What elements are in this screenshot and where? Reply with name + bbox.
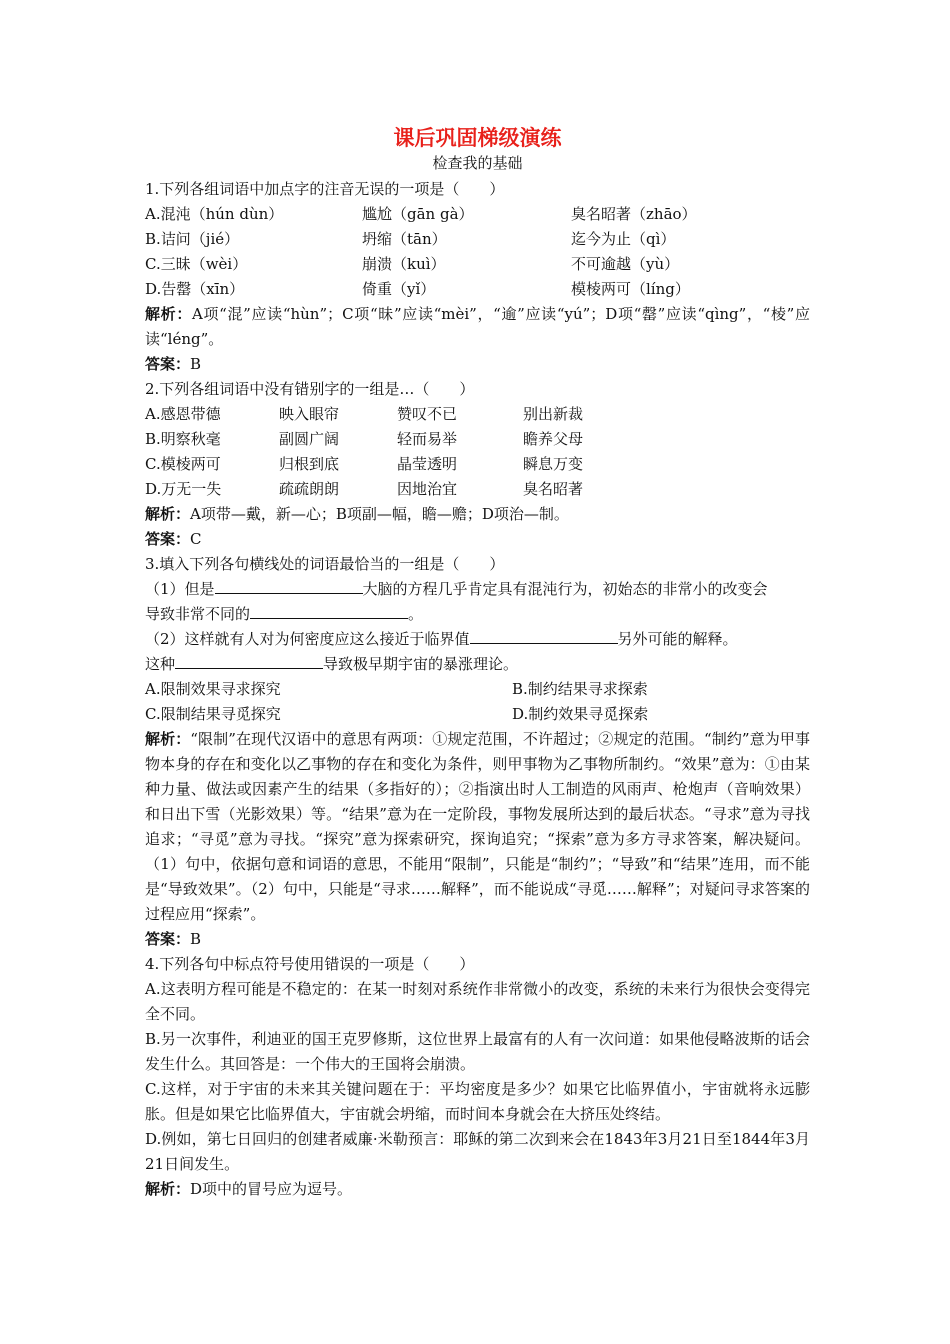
option-cell: B.诘问（jié） xyxy=(145,230,240,248)
analysis xyxy=(145,302,810,352)
question-3 xyxy=(145,552,810,952)
answer-value: B xyxy=(190,355,202,373)
fill-blank xyxy=(215,578,363,594)
answer xyxy=(145,927,810,952)
option-cell: 不可逾越（yù） xyxy=(571,255,680,273)
option-cell: A.混沌（hún dùn） xyxy=(145,205,284,223)
question-stem: 2.下列各组词语中没有错别字的一组是…（ ） xyxy=(145,380,475,398)
question-1 xyxy=(145,177,810,377)
option-cell: C.模棱两可 xyxy=(145,455,221,473)
option-cell: 坍缩（tān） xyxy=(362,230,447,248)
analysis xyxy=(145,727,810,927)
option-row xyxy=(145,477,810,502)
analysis-text: A项“混”应读“hùn”；C项“昧”应读“mèi”，“逾”应读“yú”；D项“罄”应读“qìng”，“棱”应读“léng”。 xyxy=(145,305,810,348)
page-title: 课后巩固梯级演练 xyxy=(393,125,562,150)
option-cell: 轻而易举 xyxy=(397,430,458,448)
sentence-1-line-2: 导致非常不同的 。 xyxy=(145,605,424,623)
option-a: A.限制效果寻求探究 xyxy=(145,680,281,698)
option-c: C.这样，对于宇宙的未来其关键问题在于：平均密度是多少？如果它比临界值小，宇宙就将永远膨胀。但是如果它比临界值大，宇宙就会坍缩，而时间本身就会在大挤压处终结。 xyxy=(145,1080,810,1123)
sentence-2-line-2: 这种 导致极早期宇宙的暴涨理论。 xyxy=(145,655,519,673)
option-cell: 因地治宜 xyxy=(397,480,458,498)
option-row xyxy=(145,702,810,727)
option-cell: 归根到底 xyxy=(279,455,340,473)
analysis-text: “限制”在现代汉语中的意思有两项：①规定范围，不许超过；②规定的范围。“制约”意为甲事物本身的存在和变化以乙事物的存在和变化为条件，则甲事物为乙事物所制约。“效果”意为：①由某种力量、做法或因素产生的结果（多指好的）；②指演出时人工制造的风雨声、枪炮声（音响效果）和日出下雪（光影效果）等。“结果”意为在一定阶段，事物发展所达到的最后状态。“寻求”意为寻找追求；“寻觅”意为寻找。“探究”意为探索研究，探询追究；“探索”意为多方寻求答案，解决疑问。（1）句中，依据句意和词语的意思，不能用“限制”，只能是“制约”；“导致”和“结果”连用，而不能是“导致效果”。（2）句中，只能是“寻求……解释”，而不能说成“寻觅……解释”；对疑问寻求答案的过程应用“探索”。 xyxy=(145,730,810,923)
analysis-text: D项中的冒号应为逗号。 xyxy=(190,1180,353,1198)
option-row xyxy=(145,202,810,227)
analysis xyxy=(145,502,810,527)
option-a: A.这表明方程可能是不稳定的：在某一时刻对系统作非常微小的改变，系统的未来行为很快会变得完全不同。 xyxy=(145,980,810,1023)
analysis-label: 解析： xyxy=(145,305,192,323)
option-cell: C.三昧（wèi） xyxy=(145,255,248,273)
option-cell: 别出新裁 xyxy=(523,405,584,423)
analysis-label: 解析： xyxy=(145,1180,191,1198)
option-row xyxy=(145,427,810,452)
analysis-label: 解析： xyxy=(145,505,191,523)
sentence-2-line-1: （2）这样就有人对为何密度应这么接近于临界值 另外可能的解释。 xyxy=(145,630,738,648)
fill-blank xyxy=(470,628,618,644)
sentence-1-line-1: （1）但是 大脑的方程几乎肯定具有混沌行为，初始态的非常小的改变会 xyxy=(145,580,768,598)
section-subtitle: 检查我的基础 xyxy=(432,154,523,172)
analysis-label: 解析： xyxy=(145,730,191,748)
option-cell: 疏疏朗朗 xyxy=(279,480,340,498)
option-c: C.限制结果寻觅探究 xyxy=(145,705,281,723)
option-cell: 瞬息万变 xyxy=(523,455,584,473)
option-cell: 瞻养父母 xyxy=(523,430,584,448)
analysis xyxy=(145,1177,810,1202)
question-4 xyxy=(145,952,810,1202)
option-cell: 副圆广阔 xyxy=(279,430,340,448)
answer xyxy=(145,527,810,552)
option-row xyxy=(145,677,810,702)
option-cell: 赞叹不已 xyxy=(397,405,458,423)
answer-value: C xyxy=(190,530,202,548)
option-cell: D.万无一失 xyxy=(145,480,222,498)
question-stem: 1.下列各组词语中加点字的注音无误的一项是（ ） xyxy=(145,180,505,198)
option-cell: B.明察秋毫 xyxy=(145,430,221,448)
option-b: B.另一次事件，利迪亚的国王克罗修斯，这位世界上最富有的人有一次问道：如果他侵略波斯的话会发生什么。其回答是：一个伟大的王国将会崩溃。 xyxy=(145,1030,810,1073)
option-d: D.制约效果寻觅探索 xyxy=(512,705,649,723)
option-cell: A.感恩带德 xyxy=(145,405,221,423)
question-stem: 4.下列各句中标点符号使用错误的一项是（ ） xyxy=(145,955,475,973)
answer-label: 答案： xyxy=(145,355,191,373)
option-b: B.制约结果寻求探索 xyxy=(512,680,648,698)
option-row xyxy=(145,402,810,427)
option-cell: 迄今为止（qì） xyxy=(571,230,676,248)
question-stem: 3.填入下列各句横线处的词语最恰当的一组是（ ） xyxy=(145,555,505,573)
answer-label: 答案： xyxy=(145,530,191,548)
answer-label: 答案： xyxy=(145,930,191,948)
analysis-text: A项带—戴，新—心；B项副—幅，瞻—赡；D项治—制。 xyxy=(190,505,569,523)
option-row xyxy=(145,227,810,252)
option-cell: 臭名昭著（zhāo） xyxy=(571,205,697,223)
option-cell: 晶莹透明 xyxy=(397,455,458,473)
fill-blank xyxy=(250,603,408,619)
option-d: D.例如，第七日回归的创建者威廉·米勒预言：耶稣的第二次到来会在1843年3月21日至1844年3月21日间发生。 xyxy=(145,1130,810,1173)
option-cell: 模棱两可（líng） xyxy=(571,280,690,298)
question-2 xyxy=(145,377,810,552)
option-row xyxy=(145,452,810,477)
answer-value: B xyxy=(190,930,202,948)
option-cell: D.告罄（xīn） xyxy=(145,280,245,298)
option-cell: 映入眼帘 xyxy=(279,405,340,423)
document-page xyxy=(145,124,810,1202)
fill-blank xyxy=(175,653,323,669)
option-row xyxy=(145,252,810,277)
answer xyxy=(145,352,810,377)
option-cell: 崩溃（kuì） xyxy=(362,255,446,273)
option-row xyxy=(145,277,810,302)
option-cell: 臭名昭著 xyxy=(523,480,584,498)
option-cell: 尴尬（gān gà） xyxy=(362,205,474,223)
option-cell: 倚重（yǐ） xyxy=(362,280,436,298)
